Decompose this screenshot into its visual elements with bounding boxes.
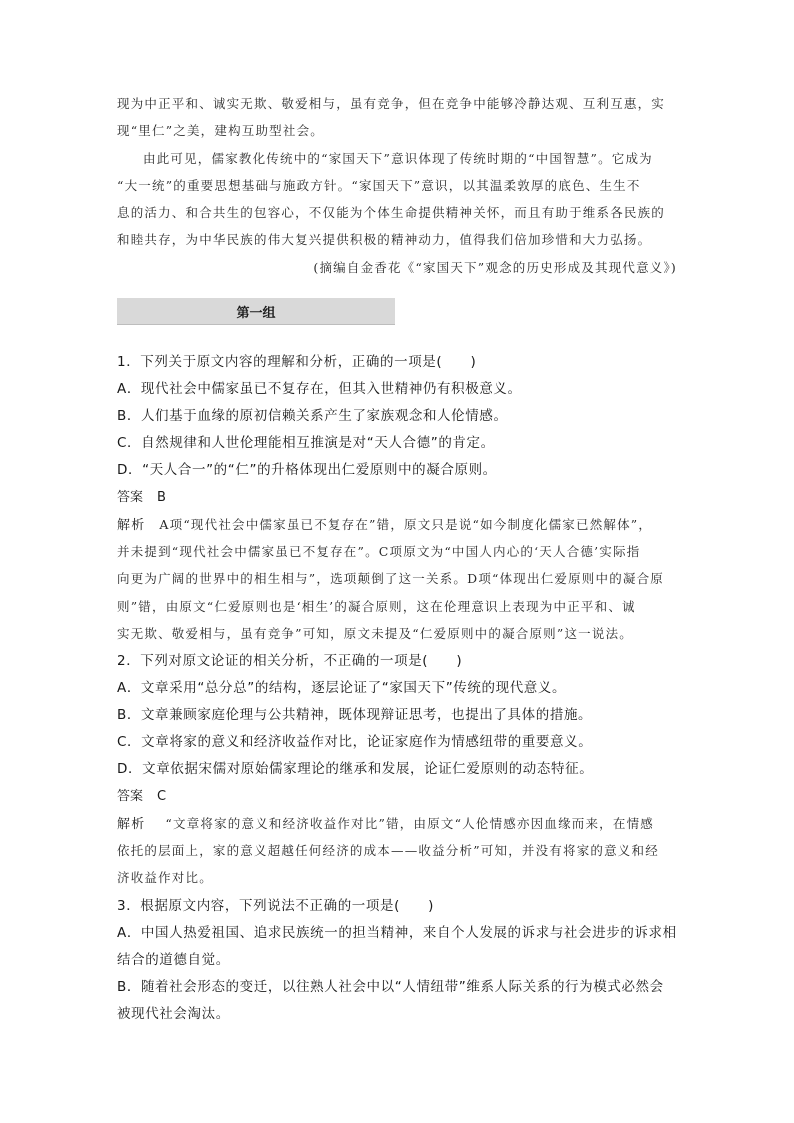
analysis-line xyxy=(117,516,652,535)
passage-line: 息的活力、和合共生的包容心，不仅能为个体生命提供精神关怀，而且有助于维系各民族的 xyxy=(117,205,666,220)
analysis-line: 实无欺、敬爱相与，虽有竞争”可知，原文未提及“仁爱原则中的凝合原则”这一说法。 xyxy=(117,626,633,641)
question-stem: 1．下列关于原文内容的理解和分析，正确的一项是( ) xyxy=(117,354,477,370)
section-header xyxy=(117,298,395,325)
analysis-line: 则”错，由原文“仁爱原则也是‘相生’的凝合原则，这在伦理意识上表现为中正平和、诚 xyxy=(117,599,636,614)
answer-value: B xyxy=(157,490,166,505)
analysis-line: 济收益作对比。 xyxy=(117,870,213,885)
option-a: A．中国人热爱祖国、追求民族统一的担当精神，来自个人发展的诉求与社会进步的诉求相 xyxy=(117,925,677,941)
option-b: B．随着社会形态的变迁，以往熟人社会中以“人情纽带”维系人际关系的行为模式必然会 xyxy=(117,979,664,995)
answer-row xyxy=(117,788,166,806)
option-d: D．“天人合一”的“仁”的升格体现出仁爱原则中的凝合原则。 xyxy=(117,462,497,478)
question-stem: 2．下列对原文论证的相关分析，不正确的一项是( ) xyxy=(117,653,463,669)
section-title: 第一组 xyxy=(236,306,276,321)
option-a-cont: 结合的道德自觉。 xyxy=(117,952,230,968)
analysis-line: 向更为广阔的世界中的相生相与”，选项颠倒了这一关系。D项“体现出仁爱原则中的凝合原 xyxy=(117,571,665,586)
answer-row xyxy=(117,489,166,507)
answer-label: 答案 xyxy=(117,490,144,505)
passage-line: 现为中正平和、诚实无欺、敬爱相与，虽有竞争，但在竞争中能够冷静达观、互利互惠，实 xyxy=(117,96,666,111)
option-a: A．现代社会中儒家虽已不复存在，但其入世精神仍有积极意义。 xyxy=(117,381,522,397)
passage-line: “大一统”的重要思想基础与施政方针。“家国天下”意识，以其温柔敦厚的底色、生生不 xyxy=(117,178,641,193)
option-a: A．文章采用“总分总”的结构，逐层论证了“家国天下”传统的现代意义。 xyxy=(117,680,567,696)
passage-line: 现“里仁”之美，建构互助型社会。 xyxy=(117,123,324,138)
passage-line: 和睦共存，为中华民族的伟大复兴提供积极的精神动力，值得我们倍加珍惜和大力弘扬。 xyxy=(117,232,652,247)
answer-label: 答案 xyxy=(117,789,144,804)
passage-source: (摘编自金香花《“家国天下”观念的历史形成及其现代意义》) xyxy=(313,260,677,275)
option-d: D．文章依据宋儒对原始儒家理论的继承和发展，论证仁爱原则的动态特征。 xyxy=(117,761,594,777)
analysis-label: 解析 xyxy=(117,518,146,533)
analysis-line xyxy=(117,815,654,834)
passage-line: 由此可见，儒家教化传统中的“家国天下”意识体现了传统时期的“中国智慧”。它成为 xyxy=(143,151,653,166)
option-b: B．文章兼顾家庭伦理与公共精神，既体现辩证思考，也提出了具体的措施。 xyxy=(117,707,593,723)
option-c: C．自然规律和人世伦理能相互推演是对“天人合德”的肯定。 xyxy=(117,435,495,451)
analysis-line: 依托的层面上，家的意义超越任何经济的成本——收益分析”可知，并没有将家的意义和经 xyxy=(117,843,659,858)
analysis-label: 解析 xyxy=(117,817,146,832)
question-stem: 3．根据原文内容，下列说法不正确的一项是( ) xyxy=(117,898,435,914)
option-c: C．文章将家的意义和经济收益作对比，论证家庭作为情感纽带的重要意义。 xyxy=(117,734,593,750)
option-b-cont: 被现代社会淘汰。 xyxy=(117,1006,230,1022)
analysis-line: 并未提到“现代社会中儒家虽已不复存在”。C项原文为“中国人内心的‘天人合德’实际指 xyxy=(117,544,641,559)
analysis-text: “文章将家的意义和经济收益作对比”错，由原文“人伦情感亦因血缘而来，在情感 xyxy=(165,816,654,831)
answer-value: C xyxy=(157,789,167,804)
analysis-text: A项“现代社会中儒家虽已不复存在”错，原文只是说“如今制度化儒家已然解体”， xyxy=(159,517,653,532)
option-b: B．人们基于血缘的原初信赖关系产生了家族观念和人伦情感。 xyxy=(117,408,508,424)
